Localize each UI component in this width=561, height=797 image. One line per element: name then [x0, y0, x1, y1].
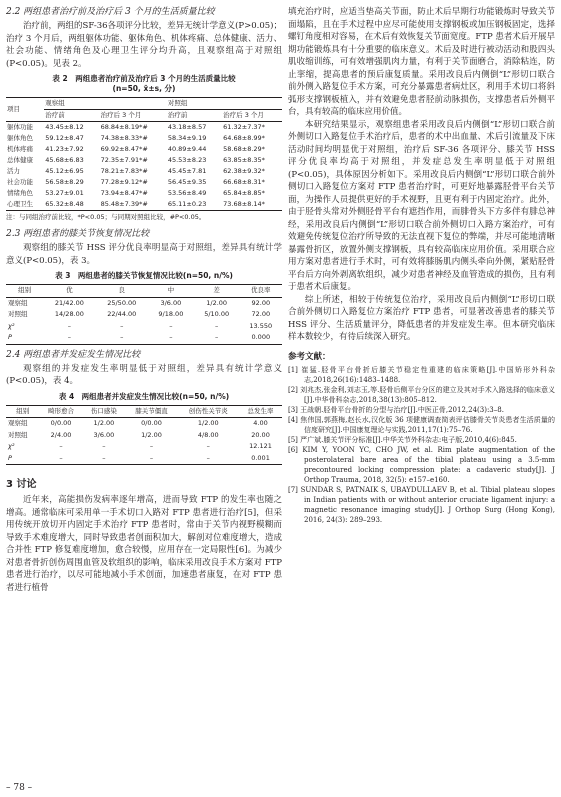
table-cell: 12.121 — [249, 442, 272, 450]
table-cell: 机体疼痛 — [7, 145, 33, 153]
table-cell: – — [120, 333, 124, 341]
table-cell: 1/2.00 — [93, 419, 115, 427]
table-row — [6, 199, 282, 211]
table-row — [6, 166, 282, 177]
table-cell: 65.32±8.48 — [45, 200, 84, 208]
table-cell: 65.11±0.23 — [167, 200, 207, 208]
table-cell: 14/28.00 — [54, 310, 84, 318]
table-header-cell: 优良率 — [251, 286, 271, 294]
table-cell: 64.68±8.99* — [223, 134, 265, 142]
conclusion-paragraph: 综上所述，相较于传统复位治疗，采用改良后内侧倒“L”形切口联合前外侧切口入路复位方案治疗 FTP 患者，可显著改善患者的膝关节 HSS 评分、生活质量评分，降低患者的并发症发生率。但本研究临床样本数较少，有待后续深入研究。 — [288, 294, 555, 342]
table-header-cell: 中 — [167, 286, 175, 294]
table-2-body — [6, 122, 282, 211]
table-2-header-item: 项目 — [7, 105, 20, 113]
table-cell: 2/4.00 — [50, 430, 72, 439]
reference-item: [7] SUNDAR S, PATNAIK S, UBAYDULLAEV B, et al. Tibial plateau slopes in Indian patients with or without anterior cruciate ligament injury: a magnetic resonance imaging study[J]. J Orthop Surg (Hong Kong), 2016, 24(3): 289–293. — [288, 485, 555, 524]
table-cell: 62.38±9.32* — [223, 167, 265, 175]
table-header-cell: 良 — [118, 286, 126, 294]
table-cell: – — [102, 453, 106, 462]
table-cell: 45.12±6.95 — [45, 167, 84, 175]
table-2-header-after: 治疗后 3 个月 — [100, 111, 142, 119]
section-2-4-heading: 2.4 两组患者并发症发生情况比较 — [6, 349, 141, 360]
table-cell: 躯体角色 — [7, 134, 33, 142]
table-cell: 心理卫生 — [7, 200, 33, 208]
table-2-header-after: 治疗后 3 个月 — [223, 111, 264, 119]
table-cell: 1/2.00 — [206, 298, 228, 307]
table-2-note: 注：与同组治疗前比较，*P<0.05；与同期对照组比较，#P<0.05。 — [6, 213, 206, 221]
table-row — [6, 177, 282, 188]
table-cell: 5/10.00 — [204, 310, 230, 318]
table-header-cell: 组别 — [18, 286, 32, 294]
table-cell: – — [215, 321, 219, 330]
table-cell: 1/2.00 — [141, 430, 162, 439]
table-2-header-before: 治疗前 — [45, 111, 65, 119]
right-column — [288, 6, 555, 525]
table-cell: 73.68±8.14* — [223, 200, 265, 208]
table-cell: 41.23±7.92 — [45, 145, 84, 153]
table-cell: – — [67, 333, 72, 341]
table-cell: 25/50.00 — [107, 298, 137, 307]
table-3-body — [6, 297, 282, 344]
table-cell: 3/6.00 — [93, 430, 115, 439]
table-row — [6, 188, 282, 199]
table-cell: 0.000 — [251, 333, 271, 341]
table-cell: 观察组 — [8, 419, 28, 427]
table-cell: – — [215, 333, 219, 341]
left-column — [6, 6, 282, 594]
table-2-caption: 表 2 两组患者治疗前及治疗后 3 个月的生活质量比较 (n=50, x̄±s, 分) — [52, 74, 236, 93]
table-row — [6, 430, 282, 442]
table-row — [6, 122, 282, 134]
table-row — [6, 155, 282, 166]
table-cell: – — [169, 321, 173, 330]
table-cell: 45.53±8.23 — [167, 156, 207, 164]
reference-item: [6] KIM Y, YOON YC, CHO JW, et al. Rim plate augmentation of the posterolateral bare area of the tibial plateau using a 3.5-mm precontoured locking compression plate: a cadaveric study[J]. J Orthop Trauma, 2018, 32(5): e157–e160. — [288, 445, 555, 484]
table-row — [6, 441, 282, 453]
table-cell: 情绪角色 — [7, 189, 33, 197]
table-cell: 61.32±7.37* — [223, 123, 265, 131]
table-cell: 4/8.00 — [197, 430, 219, 439]
table-header-cell: 伤口感染 — [90, 406, 117, 415]
table-cell: 56.58±8.29 — [45, 178, 84, 186]
table-header-cell: 膝关节僵直 — [135, 406, 168, 415]
table-cell: 85.48±7.39*# — [100, 200, 148, 208]
table-row — [6, 144, 282, 155]
table-3 — [6, 284, 282, 345]
table-header-cell: 组别 — [16, 406, 30, 415]
table-cell: 对照组 — [8, 430, 28, 439]
table-cell: – — [59, 453, 63, 462]
page-number: – 78 – — [6, 783, 33, 793]
reference-item: [5] 严广斌.膝关节评分标准[J].中华关节外科杂志:电子版,2010,4(6):845. — [288, 435, 517, 444]
table-cell: – — [169, 333, 173, 341]
results-analysis-paragraph: 本研究结果显示，观察组患者采用改良后内侧倒“L”形切口联合前外侧切口入路复位手术治疗后，患者的术中出血量、术后引流量及下床活动时间均明显优于对照组，治疗后 SF-36 各项评分、膝关节 HSS 评分优良率均高于对照组，并发症总发生率明显低于对照组(P<0.05)，具体原因分析如下。采用改良后内侧倒“L”形切口联合前外侧切口入路复位方案对 FTP 患者治疗时，可更好地暴露胫骨平台关节面，为操作人员提供更好的手术视野，且更有利于内固定治疗。此外，由于胫骨头常对外侧胫骨平台有遮挡作用，而腓骨头下方多伴有腓总神经，采用改良后内侧倒“L”形切口联合前外侧切口入路方案治疗，可有效避免传统复位治疗所导致的无法直视下复位的弊端，并尽可能地清晰暴露骨折区，放置外侧支撑钢板，具有较高临床应用价值。采用联合应用方案对患者进行手术时，可有效将膝肠肌内侧头牵向外侧，紧贴胫骨平台后方向外剥离软组织，减少对患者神经及血管造成的损伤，且有利于患者术后康复。 — [288, 119, 555, 292]
table-cell: 53.27±9.01 — [45, 189, 84, 197]
table-cell: 躯体功能 — [7, 123, 33, 131]
table-cell: 45.45±7.81 — [167, 167, 207, 175]
table-cell: 74.38±8.33*# — [100, 134, 148, 142]
table-cell: – — [149, 453, 154, 462]
reference-item: [2] 刘兆杰,张金利,刘志玉,等.胫骨后侧平台分区的建立及其对手术入路选择的临床意义[J].中华骨科杂志,2018,38(13):805–812. — [288, 385, 555, 404]
table-cell: 1/2.00 — [197, 419, 219, 427]
table-header-cell: 畸形愈合 — [48, 406, 75, 415]
table-cell: 4.00 — [253, 419, 268, 427]
table-row — [6, 332, 282, 344]
table-cell: 72.00 — [251, 310, 271, 318]
table-row — [6, 453, 282, 465]
table-cell: 63.85±8.35* — [223, 156, 265, 164]
table-cell: 40.89±9.44 — [167, 145, 207, 153]
table-cell: 0/0.00 — [50, 419, 72, 427]
table-cell: 53.56±8.49 — [167, 189, 207, 197]
table-header-cell: 创伤性关节炎 — [188, 406, 228, 415]
table-cell: 58.34±9.19 — [167, 134, 207, 142]
table-cell: – — [59, 442, 63, 450]
table-header-cell: 差 — [213, 286, 220, 294]
section-3-paragraph: 近年来，高能损伤发病率逐年增高，进而导致 FTP 的发生率也随之增高。通常临床可采用单一手术切口入路对 FTP 患者进行治疗[5]，但采用传统开放切开内固定手术治疗 FTP 患者时，常由于关节内视野模糊而导致手术难度增大，同时导致患者创面积加大，解剖对位难度增大，造成合并性 FTP 修复难度增加，愈合较慢，应用存在一定局限性[6]。为减少对患者骨折创伤周围血管及软组织的影响，临床采用改良手术方案对 FTP 患者进行治疗，以尽可能地减小手术创面，加速患者康复，在对 FTP 患者进行植骨 — [6, 495, 282, 593]
table-cell: 社会功能 — [7, 178, 33, 186]
table-cell: 56.45±9.35 — [167, 178, 207, 186]
table-cell: 77.28±9.12*# — [100, 178, 148, 186]
table-cell: 观察组 — [8, 298, 28, 307]
table-cell: P — [8, 333, 12, 341]
section-2-2-paragraph: 治疗前，两组的SF-36各项评分比较，差异无统计学意义(P>0.05)；治疗 3 个月后，两组躯体功能、躯体角色、机体疼痛、总体健康、活力、社会功能、情绪角色及心理卫生评分均升高，且观察组高于对照组(P<0.05)。见表 2。 — [6, 21, 282, 69]
table-cell: 58.68±8.29* — [223, 145, 265, 153]
table-4-caption: 表 4 两组患者并发症发生情况比较(n=50, n/%) — [58, 391, 230, 401]
table-cell: 20.00 — [251, 430, 270, 439]
table-cell: 68.84±8.19*# — [100, 123, 148, 131]
table-cell: 22/44.00 — [107, 310, 137, 318]
table-row — [6, 309, 282, 321]
table-cell: 3/6.00 — [160, 298, 182, 307]
table-row — [6, 133, 282, 144]
table-cell: 73.94±8.47*# — [100, 189, 148, 197]
table-2 — [6, 97, 282, 211]
table-cell: 72.35±7.91*# — [100, 156, 148, 164]
table-cell: 21/42.00 — [54, 298, 84, 307]
table-cell: 总体健康 — [7, 156, 33, 164]
section-2-2-heading: 2.2 两组患者治疗前及治疗后 3 个月的生活质量比较 — [6, 7, 215, 17]
discussion-paragraph-continued: 填充治疗时，应适当垫高关节面，防止术后早期行功能锻炼时导致关节面塌陷，且在手术过程中应尽可能使用支撑钢板或加压钢板固定，选择螺钉角度相对容易，在术后有效恢复关节面宽度。FTP 患者术后开展早期功能锻炼具有十分重要的临床意义。术后及时进行被动活动和股四头肌收缩训练，可有效增强肌肉力量，有利于关节面磨合，消除粘连，防止挛缩，提高患者的预后康复质量。采用改良后内侧倒“L”形切口联合前外侧入路复位手术方案，可充分暴露患者病灶区，利用手术切口将斜弧形支撑钢板植入，并有效避免患者胫前动脉损伤，支撑患者后外侧平台，具有较高的临床应用价值。 — [288, 7, 555, 117]
table-cell: 43.18±8.57 — [167, 123, 207, 131]
table-2-header-observation: 观察组 — [44, 98, 167, 110]
references-list — [288, 365, 555, 525]
table-4-body — [6, 418, 282, 465]
table-cell: 13.550 — [249, 321, 273, 330]
reference-item: [3] 王战朝.胫骨平台骨折的分型与治疗[J].中医正骨,2012,24(3):3–8. — [288, 405, 504, 414]
table-cell: – — [206, 453, 210, 462]
table-3-caption: 表 3 两组患者的膝关节恢复情况比较(n=50, n/%) — [55, 271, 233, 280]
table-cell: 0.001 — [251, 453, 270, 462]
table-cell: 对照组 — [8, 310, 28, 318]
reference-item: [1] 崔猛.胫骨平台骨折后膝关节稳定性重建的临床策略[J].中国矫形外科杂志,2018,26(16):1483–1488. — [288, 365, 555, 384]
table-cell: – — [206, 442, 210, 450]
table-cell: 69.92±8.47*# — [100, 145, 148, 153]
table-cell: 92.00 — [251, 298, 271, 307]
section-2-3-paragraph: 观察组的膝关节 HSS 评分优良率明显高于对照组，差异具有统计学意义(P<0.05)，表 3。 — [6, 243, 282, 266]
table-cell: 78.21±7.83*# — [100, 167, 148, 175]
table-row — [6, 418, 282, 430]
table-cell: – — [120, 321, 124, 330]
section-3-heading: 3 讨论 — [6, 479, 37, 490]
table-cell: 9/18.00 — [158, 310, 184, 318]
table-cell: χ² — [8, 442, 15, 450]
table-cell: 43.45±8.12 — [45, 123, 84, 131]
table-cell: 59.12±8.47 — [45, 134, 84, 142]
table-cell: 45.68±6.83 — [45, 156, 84, 164]
table-cell: – — [102, 442, 106, 450]
reference-item: [4] 焦伟国,郭燕梅,赵长水,汉化版 36 项健康调查简表评估膝骨关节炎患者生活质量的信度研究[J].中国康复理论与实践,2011,17(1):75–76. — [288, 415, 555, 434]
table-row — [6, 321, 282, 333]
table-cell: 65.84±8.85* — [223, 189, 265, 197]
section-2-4-paragraph: 观察组的并发症发生率明显低于对照组，差异具有统计学意义(P<0.05)，表 4。 — [6, 363, 282, 386]
table-cell: χ² — [8, 321, 15, 330]
section-2-3-heading: 2.3 两组患者的膝关节恢复情况比较 — [6, 229, 150, 239]
table-header-cell: 总发生率 — [247, 406, 274, 415]
table-cell: – — [149, 442, 154, 450]
table-header-cell: 优 — [66, 286, 73, 294]
table-cell: 66.68±8.31* — [223, 178, 265, 186]
table-cell: 0/0.00 — [141, 419, 162, 427]
table-4 — [6, 405, 282, 466]
table-2-header-control: 对照组 — [167, 98, 282, 110]
table-2-header-before: 治疗前 — [167, 111, 188, 119]
table-cell: 活力 — [7, 167, 20, 175]
table-cell: P — [8, 453, 12, 462]
table-cell: – — [67, 321, 72, 330]
table-row — [6, 297, 282, 309]
references-heading: 参考文献： — [288, 351, 331, 362]
